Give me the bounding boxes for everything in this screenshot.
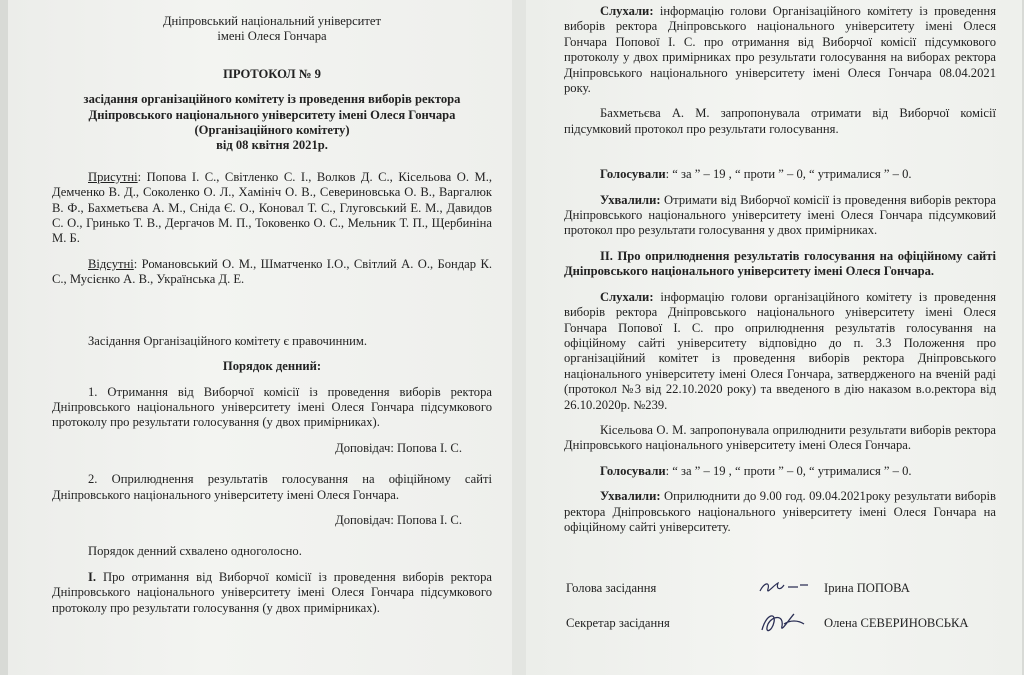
- absent-paragraph: [52, 257, 492, 288]
- protocol-page-right: [526, 0, 1022, 675]
- resolved-label-1: Ухвалили:: [600, 192, 661, 207]
- present-list: : Попова І. С., Світленко С. І., Волков Д. С., Кісельова О. М., Демченко В. Д., Соколенко О. Л., Хамініч О. В., Севериновська О. В., Варгалюк В. Ф., Бахметьєва А. М., Сніда Є. О., Коновал Т. С., Глуговський Е. М., Давидов С. О., Гринько Т. В., Дергачов М. П., Токовенко О. С., Мельник Т. П., Щербиніна М. Б.: [52, 169, 492, 246]
- heard-paragraph-2: [564, 290, 996, 413]
- section-1-heading: [52, 570, 492, 616]
- chair-label: Голова засідання: [566, 581, 657, 596]
- voted-label-2: Голосували: [600, 463, 666, 478]
- vote-paragraph-2: [564, 464, 996, 479]
- section-2-heading: ІІ. Про оприлюднення результатів голосування на офіційному сайті Дніпровського національного університету імені Олеся Гончара.: [564, 248, 996, 279]
- absent-list: : Романовський О. М., Шматченко І.О., Світлий А. О., Бондар К. С., Мусієнко А. В., Українська Д. Е.: [52, 256, 492, 287]
- quorum-statement: Засідання Організаційного комітету є правочинним.: [88, 333, 367, 348]
- section-1-number: І.: [88, 569, 97, 584]
- secretary-label: Секретар засідання: [566, 616, 670, 631]
- resolution-text-2: Оприлюднити до 9.00 год. 09.04.2021року результати виборів ректора Дніпровського національного університету імені Олеся Гончара на офіційному сайті університету.: [564, 489, 996, 534]
- vote-result-2: : “ за ” – 19 , “ проти ” – 0, “ утрималися ” – 0.: [665, 463, 912, 478]
- absent-label: Відсутні: [88, 256, 134, 271]
- university-name-line2: імені Олеся Гончара: [217, 29, 327, 44]
- chair-signature-row: [564, 573, 996, 603]
- agenda-approved-statement: Порядок денний схвалено одноголосно.: [88, 544, 302, 559]
- agenda-item-1-speaker: Доповідач: Попова І. С.: [335, 440, 462, 455]
- protocol-subtitle-line1: засідання організаційного комітету із проведення виборів ректора: [83, 92, 461, 107]
- chair-signature-icon: [754, 573, 814, 601]
- heard-text-1: інформацію голови Організаційного комітету із проведення виборів ректора Дніпровського національного університету імені Олеся Гончара Попової І. С. про отримання від Виборчої комісії підсумкового протоколу у двох примірниках про результати голосування на виборах ректора Дніпровського національного університету імені Олеся Гончара 08.04.2021 року.: [564, 4, 996, 96]
- protocol-date: від 08 квітня 2021р.: [216, 138, 328, 153]
- proposal-2: Кісельова О. М. запропонувала оприлюднити результати виборів ректора Дніпровського національного університету імені Олеся Гончара.: [564, 422, 996, 453]
- heard-label-2: Слухали:: [600, 289, 654, 304]
- section-1-text: Про отримання від Виборчої комісії із проведення виборів ректора Дніпровського національного університету імені Олеся Гончара підсумкового протоколу про результати голосування (у двох примірниках).: [52, 569, 492, 615]
- page-divider: [512, 0, 526, 675]
- heard-text-2: інформацію голови організаційного комітету із проведення виборів ректора Дніпровського національного університету імені Олеся Гончара Попової І. С. про оприлюднення результатів голосування на офіційному сайті університету відповідно до п. 3.3 Положення про організаційний комітет із проведення виборів ректора Дніпровського національного університету імені Олеся Гончара, затвердженого на вченій раді (протокол №3 від 22.10.2020 року) та введеного в дію наказом в.о.ректора від 26.10.2020р. №239.: [564, 289, 996, 412]
- resolution-paragraph-2: [564, 489, 996, 535]
- protocol-title: ПРОТОКОЛ № 9: [223, 66, 321, 81]
- protocol-page-left: [8, 0, 512, 675]
- present-label: Присутні: [88, 169, 138, 184]
- present-paragraph: [52, 170, 492, 247]
- secretary-name: Олена СЕВЕРИНОВСЬКА: [824, 616, 969, 631]
- secretary-signature-icon: [754, 608, 814, 636]
- voted-label-1: Голосували: [600, 167, 666, 182]
- agenda-title: Порядок денний:: [222, 359, 322, 374]
- proposal-1: Бахметьєва А. М. запропонувала отримати від Виборчої комісії підсумковий протокол про результати голосування.: [564, 106, 996, 136]
- resolution-paragraph-1: [564, 193, 996, 239]
- secretary-signature-row: [564, 608, 996, 638]
- protocol-subtitle-line3: (Організаційного комітету): [194, 123, 350, 138]
- vote-result-1: : “ за ” – 19 , “ проти ” – 0, “ утрималися ” – 0.: [665, 167, 912, 182]
- chair-name: Ірина ПОПОВА: [824, 581, 910, 596]
- resolution-text-1: Отримати від Виборчої комісії із проведення виборів ректора Дніпровського національного університету імені Олеся Гончара підсумковий протокол про результати голосування у двох примірниках.: [564, 192, 996, 238]
- vote-paragraph-1: [564, 167, 996, 182]
- agenda-item-1: 1. Отримання від Виборчої комісії із проведення виборів ректора Дніпровського національного університету імені Олеся Гончара підсумкового протоколу про результати голосування (у двох примірниках).: [52, 384, 492, 430]
- protocol-subtitle-line2: Дніпровського національного університету імені Олеся Гончара: [88, 107, 456, 122]
- heard-label-1: Слухали:: [600, 4, 654, 18]
- resolved-label-2: Ухвалили:: [600, 489, 661, 504]
- agenda-item-2: 2. Оприлюднення результатів голосування на офіційному сайті Дніпровського національного університету імені Олеся Гончара.: [52, 472, 492, 502]
- heard-paragraph-1: [564, 4, 996, 96]
- university-name-line1: Дніпровський національний університет: [162, 14, 382, 28]
- agenda-item-2-speaker: Доповідач: Попова І. С.: [335, 512, 462, 527]
